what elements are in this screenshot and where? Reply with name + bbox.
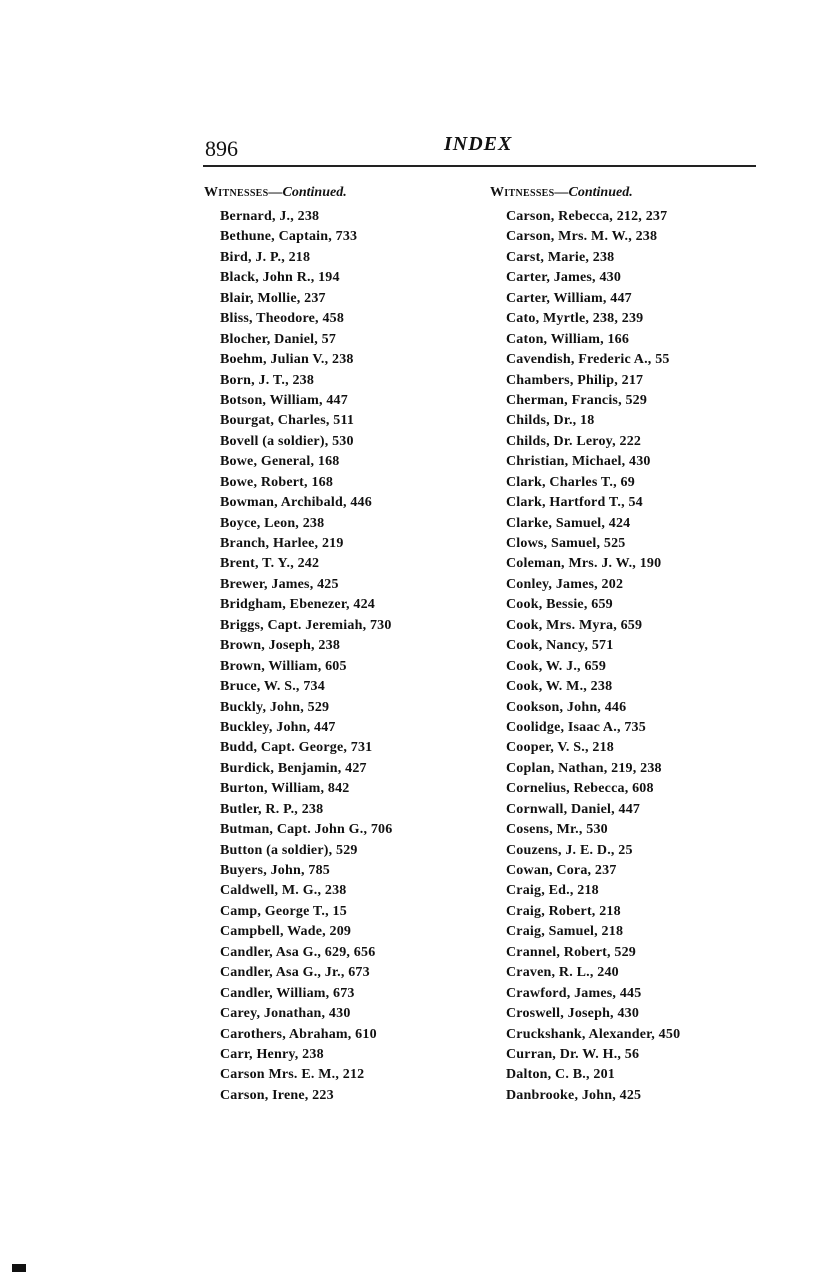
index-entry: Crannel, Robert, 529 <box>506 944 636 960</box>
index-entry: Carothers, Abraham, 610 <box>220 1026 377 1042</box>
index-entry: Bovell (a soldier), 530 <box>220 433 354 449</box>
index-entry: Boehm, Julian V., 238 <box>220 352 354 368</box>
index-entry: Budd, Capt. George, 731 <box>220 740 373 756</box>
index-entry: Blair, Mollie, 237 <box>220 290 326 306</box>
index-entry: Buyers, John, 785 <box>220 863 330 878</box>
index-entry: Cruckshank, Alexander, 450 <box>506 1026 681 1042</box>
index-entry: Carson, Irene, 223 <box>220 1087 334 1103</box>
index-entry: Bernard, J., 238 <box>220 209 320 224</box>
index-entry: Cook, Bessie, 659 <box>506 597 613 613</box>
index-column-left <box>204 184 494 1106</box>
index-entry: Cavendish, Frederic A., 55 <box>506 352 670 368</box>
index-entry: Carson, Rebecca, 212, 237 <box>506 209 668 224</box>
index-entry: Coplan, Nathan, 219, 238 <box>506 760 662 776</box>
column-heading-continued: —Continued. <box>554 185 633 200</box>
index-entry: Briggs, Capt. Jeremiah, 730 <box>220 617 392 633</box>
index-entry: Boyce, Leon, 238 <box>220 515 325 531</box>
index-entry: Candler, Asa G., 629, 656 <box>220 944 376 960</box>
index-entry-list <box>204 207 494 1106</box>
index-entry: Bridgham, Ebenezer, 424 <box>220 597 375 613</box>
index-entry: Cherman, Francis, 529 <box>506 392 648 408</box>
column-heading-main: Witnesses <box>490 185 555 200</box>
index-entry: Button (a soldier), 529 <box>220 842 358 858</box>
index-entry: Cook, W. M., 238 <box>506 679 613 695</box>
column-heading <box>204 184 494 206</box>
index-entry: Cookson, John, 446 <box>506 699 627 715</box>
index-entry: Childs, Dr. Leroy, 222 <box>506 433 642 449</box>
index-entry: Carson, Mrs. M. W., 238 <box>506 229 658 245</box>
index-entry: Blocher, Daniel, 57 <box>220 331 337 347</box>
index-entry: Cato, Myrtle, 238, 239 <box>506 311 644 327</box>
index-entry: Craig, Robert, 218 <box>506 903 621 919</box>
index-entry: Branch, Harlee, 219 <box>220 536 344 551</box>
index-entry: Conley, James, 202 <box>506 576 624 592</box>
index-entry: Buckly, John, 529 <box>220 699 330 715</box>
index-entry: Crawford, James, 445 <box>506 985 642 1001</box>
index-entry: Born, J. T., 238 <box>220 372 315 388</box>
index-entry: Clark, Hartford T., 54 <box>506 495 643 511</box>
index-entry: Caldwell, M. G., 238 <box>220 883 347 899</box>
index-entry: Butman, Capt. John G., 706 <box>220 822 393 838</box>
index-entry: Carter, William, 447 <box>506 290 632 306</box>
index-entry: Burdick, Benjamin, 427 <box>220 760 367 776</box>
index-entry: Clows, Samuel, 525 <box>506 536 626 551</box>
index-entry: Brown, Joseph, 238 <box>220 638 341 654</box>
index-entry: Clark, Charles T., 69 <box>506 474 635 490</box>
index-entry: Cornelius, Rebecca, 608 <box>506 781 654 797</box>
index-entry: Danbrooke, John, 425 <box>506 1087 642 1103</box>
column-heading-continued: —Continued. <box>268 185 347 200</box>
index-entry: Bethune, Captain, 733 <box>220 229 358 245</box>
index-entry: Cook, Nancy, 571 <box>506 638 614 654</box>
index-entry: Cosens, Mr., 530 <box>506 822 608 838</box>
index-entry: Christian, Michael, 430 <box>506 454 651 470</box>
index-entry: Craven, R. L., 240 <box>506 965 619 981</box>
index-entry: Cooper, V. S., 218 <box>506 740 614 756</box>
index-entry: Bowe, Robert, 168 <box>220 474 334 490</box>
index-entry: Craig, Ed., 218 <box>506 883 599 899</box>
scan-mark <box>12 1264 26 1272</box>
index-entry: Brent, T. Y., 242 <box>220 556 320 572</box>
index-entry: Carey, Jonathan, 430 <box>220 1006 351 1022</box>
index-entry: Cornwall, Daniel, 447 <box>506 801 641 817</box>
index-entry: Curran, Dr. W. H., 56 <box>506 1046 640 1062</box>
index-entry: Coleman, Mrs. J. W., 190 <box>506 556 662 572</box>
header-rule <box>203 165 756 167</box>
index-entry: Croswell, Joseph, 430 <box>506 1006 640 1022</box>
index-entry: Craig, Samuel, 218 <box>506 924 624 940</box>
index-entry: Botson, William, 447 <box>220 392 348 408</box>
index-entry: Couzens, J. E. D., 25 <box>506 842 633 858</box>
index-entry: Bowe, General, 168 <box>220 454 340 470</box>
index-entry: Brewer, James, 425 <box>220 576 339 592</box>
index-entry: Carst, Marie, 238 <box>506 249 615 265</box>
index-entry: Carson Mrs. E. M., 212 <box>220 1067 365 1083</box>
index-entry: Bliss, Theodore, 458 <box>220 311 345 327</box>
index-entry: Clarke, Samuel, 424 <box>506 515 631 531</box>
index-entry: Burton, William, 842 <box>220 781 350 797</box>
index-entry: Childs, Dr., 18 <box>506 413 595 429</box>
index-entry: Dalton, C. B., 201 <box>506 1067 615 1083</box>
index-entry: Brown, William, 605 <box>220 658 347 674</box>
index-entry: Cook, W. J., 659 <box>506 658 607 674</box>
index-entry: Buckley, John, 447 <box>220 719 336 735</box>
column-heading-main: Witnesses <box>204 185 269 200</box>
index-entry: Cook, Mrs. Myra, 659 <box>506 617 643 633</box>
index-entry: Candler, Asa G., Jr., 673 <box>220 965 370 981</box>
index-entry: Candler, William, 673 <box>220 985 355 1001</box>
index-entry: Black, John R., 194 <box>220 270 340 286</box>
index-entry: Bruce, W. S., 734 <box>220 679 325 695</box>
index-entry: Butler, R. P., 238 <box>220 801 324 817</box>
index-entry: Chambers, Philip, 217 <box>506 372 644 388</box>
index-entry: Camp, George T., 15 <box>220 903 347 919</box>
index-entry: Bird, J. P., 218 <box>220 249 311 265</box>
column-heading <box>490 184 780 206</box>
index-entry: Carr, Henry, 238 <box>220 1046 324 1062</box>
index-entry: Bowman, Archibald, 446 <box>220 495 372 511</box>
index-entry: Coolidge, Isaac A., 735 <box>506 719 646 735</box>
index-entry: Caton, William, 166 <box>506 331 630 347</box>
running-head: INDEX <box>444 133 513 155</box>
index-entry-list <box>490 207 780 1106</box>
index-entry: Carter, James, 430 <box>506 270 622 286</box>
index-entry: Bourgat, Charles, 511 <box>220 413 355 429</box>
index-entry: Cowan, Cora, 237 <box>506 863 617 878</box>
index-column-right <box>490 184 780 1106</box>
page-number: 896 <box>205 136 238 161</box>
index-entry: Campbell, Wade, 209 <box>220 924 352 940</box>
